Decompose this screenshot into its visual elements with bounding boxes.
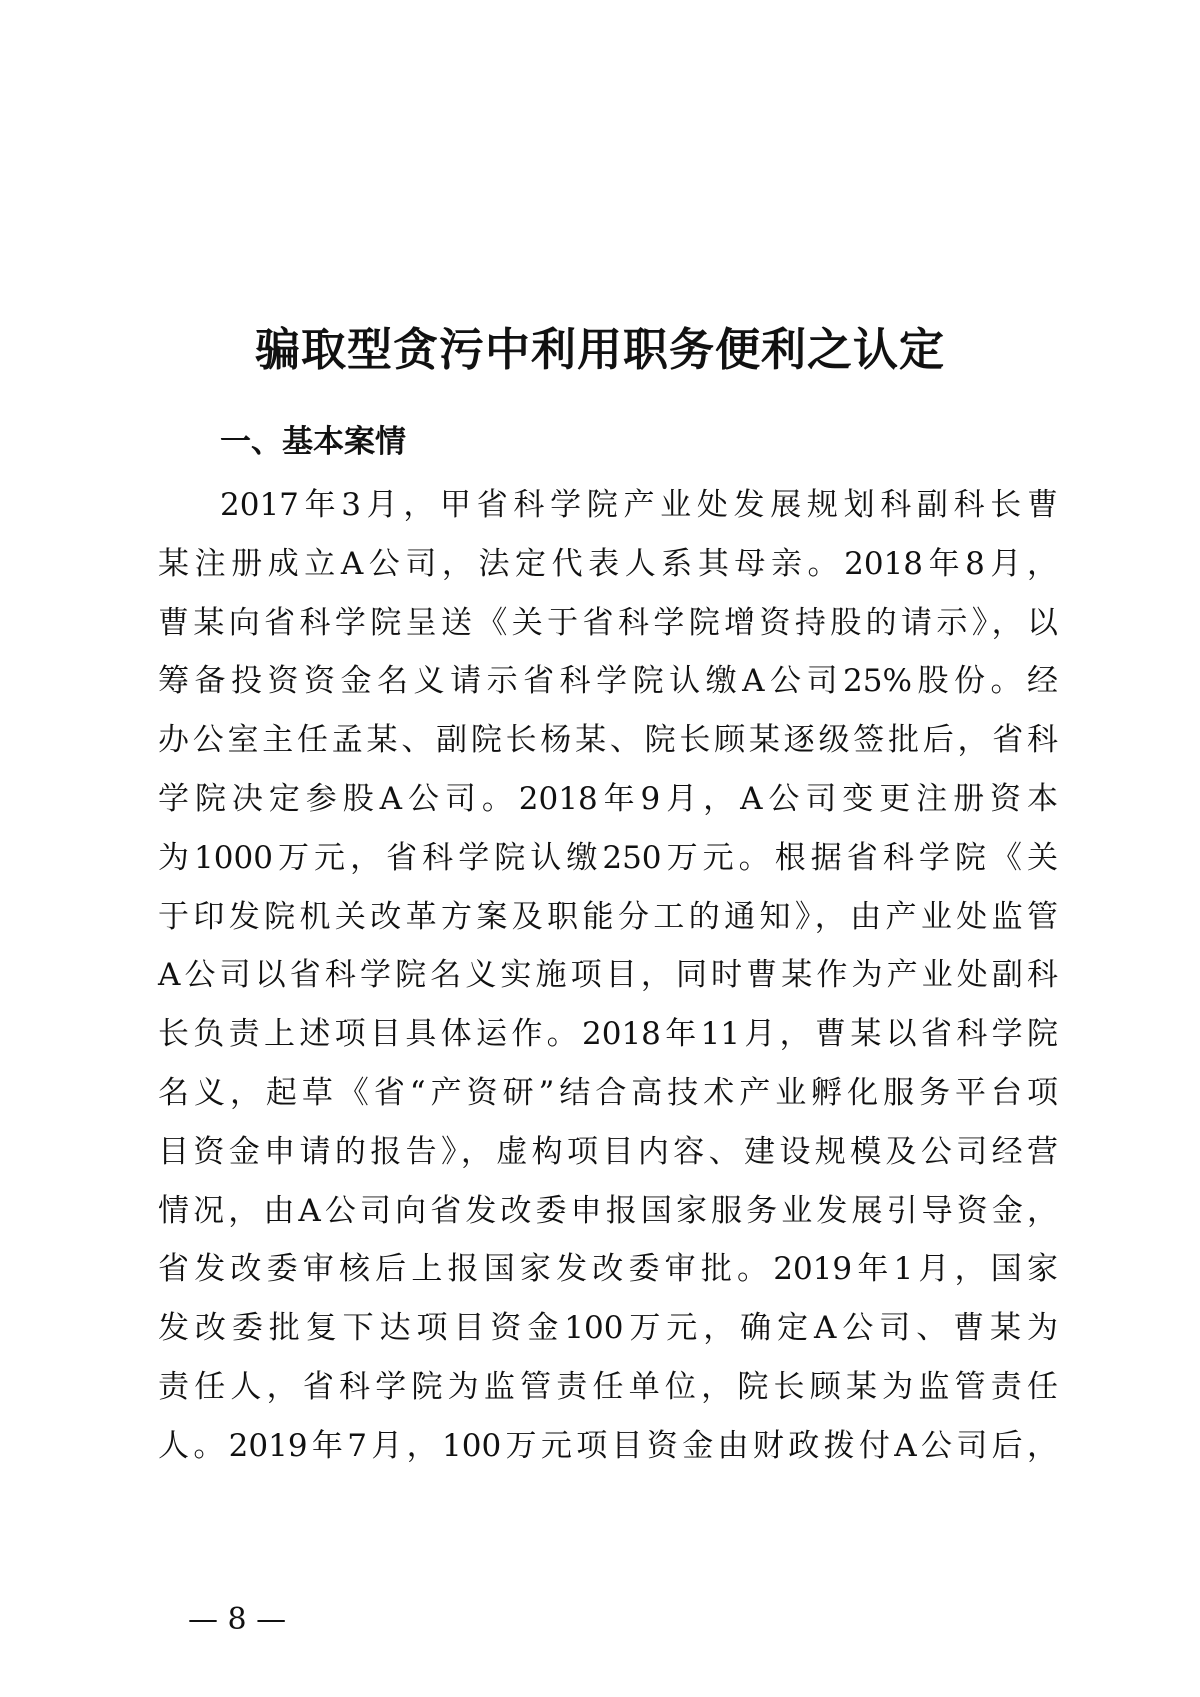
paragraph-line: 曹某向省科学院呈送《关于省科学院增资持股的请示》，以 <box>158 604 1058 641</box>
body-paragraph <box>158 476 1058 1476</box>
paragraph-line: 筹备投资资金名义请示省科学院认缴A公司25%股份。经 <box>158 663 1058 700</box>
paragraph-line: 情况，由A公司向省发改委申报国家服务业发展引导资金， <box>158 1192 1058 1229</box>
paragraph-line: 学院决定参股A公司。2018年9月，A公司变更注册资本 <box>158 780 1058 817</box>
paragraph-line: 名义，起草《省“产资研”结合高技术产业孵化服务平台项 <box>158 1074 1058 1111</box>
paragraph-line: 责任人，省科学院为监管责任单位，院长顾某为监管责任 <box>158 1368 1058 1405</box>
section-heading: 一、基本案情 <box>220 424 406 460</box>
paragraph-line: 办公室主任孟某、副院长杨某、院长顾某逐级签批后，省科 <box>158 722 1058 759</box>
paragraph-line: 发改委批复下达项目资金100万元，确定A公司、曹某为 <box>158 1310 1058 1347</box>
paragraph-line: 人。2019年7月，100万元项目资金由财政拨付A公司后， <box>158 1427 1058 1464</box>
document-title: 骗取型贪污中利用职务便利之认定 <box>254 323 945 376</box>
paragraph-line: 长负责上述项目具体运作。2018年11月，曹某以省科学院 <box>158 1016 1058 1053</box>
paragraph-line: A公司以省科学院名义实施项目，同时曹某作为产业处副科 <box>158 957 1058 994</box>
paragraph-line: 为1000万元，省科学院认缴250万元。根据省科学院《关 <box>158 839 1058 876</box>
paragraph-line: 2017年3月，甲省科学院产业处发展规划科副科长曹 <box>220 487 1058 523</box>
paragraph-line: 某注册成立A公司，法定代表人系其母亲。2018年8月， <box>158 545 1058 582</box>
paragraph-line: 省发改委审核后上报国家发改委审批。2019年1月，国家 <box>158 1251 1058 1288</box>
page-number: — 8 — <box>188 1602 287 1637</box>
paragraph-line: 于印发院机关改革方案及职能分工的通知》，由产业处监管 <box>158 898 1058 935</box>
paragraph-line: 目资金申请的报告》，虚构项目内容、建设规模及公司经营 <box>158 1133 1058 1170</box>
